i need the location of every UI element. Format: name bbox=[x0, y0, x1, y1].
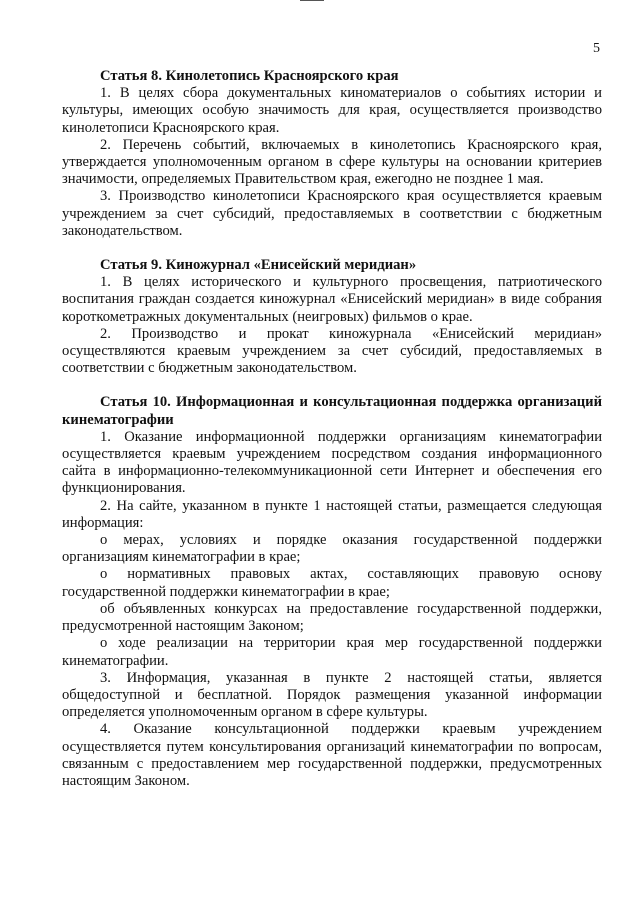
article-10-paragraph-1: 1. Оказание информационной поддержки организациям кинематографии осуществляется краевым учреждением посредством создания информационного сайта в информационно-телекоммуникационной сети Интернет и обеспечения его функционирования. bbox=[62, 428, 602, 497]
article-8-paragraph-1: 1. В целях сбора документальных киноматериалов о событиях истории и культуры, имеющих особую значимость для края, осуществляется производство кинолетописи Красноярского края. bbox=[62, 85, 602, 136]
article-10-paragraph-4: 4. Оказание консультационной поддержки краевым учреждением осуществляется путем консультирования организаций кинематографии по вопросам, связанным с предоставлением мер государственной поддержки, предусмотренных настоящим Законом. bbox=[62, 721, 602, 789]
article-10-paragraph-3: 3. Информация, указанная в пункте 2 настоящей статьи, является общедоступной и бесплатной. Порядок размещения указанной информации определяется уполномоченным органом в сфере культуры. bbox=[62, 669, 602, 721]
article-9-title: Статья 9. Киножурнал «Енисейский меридиан» bbox=[100, 257, 417, 274]
article-10-paragraph-2: 2. На сайте, указанном в пункте 1 настоящей статьи, размещается следующая информация: bbox=[62, 497, 602, 531]
article-10-list-item-2: о нормативных правовых актах, составляющих правовую основу государственной поддержки кинематографии в крае; bbox=[62, 566, 602, 600]
article-8-title: Статья 8. Кинолетопись Красноярского края bbox=[100, 68, 399, 84]
top-edge-mark bbox=[300, 0, 324, 1]
page-number: 5 bbox=[593, 41, 600, 56]
article-8-paragraph-2: 2. Перечень событий, включаемых в кинолетопись Красноярского края, утверждается уполномоченным органом в сфере культуры на основании критериев значимости, определяемых Правительством края, ежегодно не позднее 1 мая. bbox=[62, 136, 602, 188]
article-10-list-item-4: о ходе реализации на территории края мер государственной поддержки кинематографии. bbox=[62, 635, 602, 669]
article-9-paragraph-1: 1. В целях исторического и культурного просвещения, патриотического воспитания граждан создается киножурнал «Енисейский меридиан» в виде собрания короткометражных документальных (неигровых) фильмов о крае. bbox=[62, 274, 602, 325]
article-10-list-item-1: о мерах, условиях и порядке оказания государственной поддержки организациям кинематографии в крае; bbox=[62, 532, 602, 566]
article-9-paragraph-2: 2. Производство и прокат киножурнала «Енисейский меридиан» осуществляются краевым учреждением за счет субсидий, предоставляемых в соответствии с бюджетным законодательством. bbox=[62, 325, 602, 377]
article-10-title: Статья 10. Информационная и консультационная поддержка организаций кинематографии bbox=[62, 394, 602, 428]
article-8-paragraph-3: 3. Производство кинолетописи Красноярского края осуществляется краевым учреждением за счет субсидий, предоставляемых в соответствии с бюджетным законодательством. bbox=[62, 188, 602, 239]
article-10-list-item-3: об объявленных конкурсах на предоставление государственной поддержки, предусмотренной настоящим Законом; bbox=[62, 600, 602, 635]
document-body bbox=[62, 68, 602, 790]
